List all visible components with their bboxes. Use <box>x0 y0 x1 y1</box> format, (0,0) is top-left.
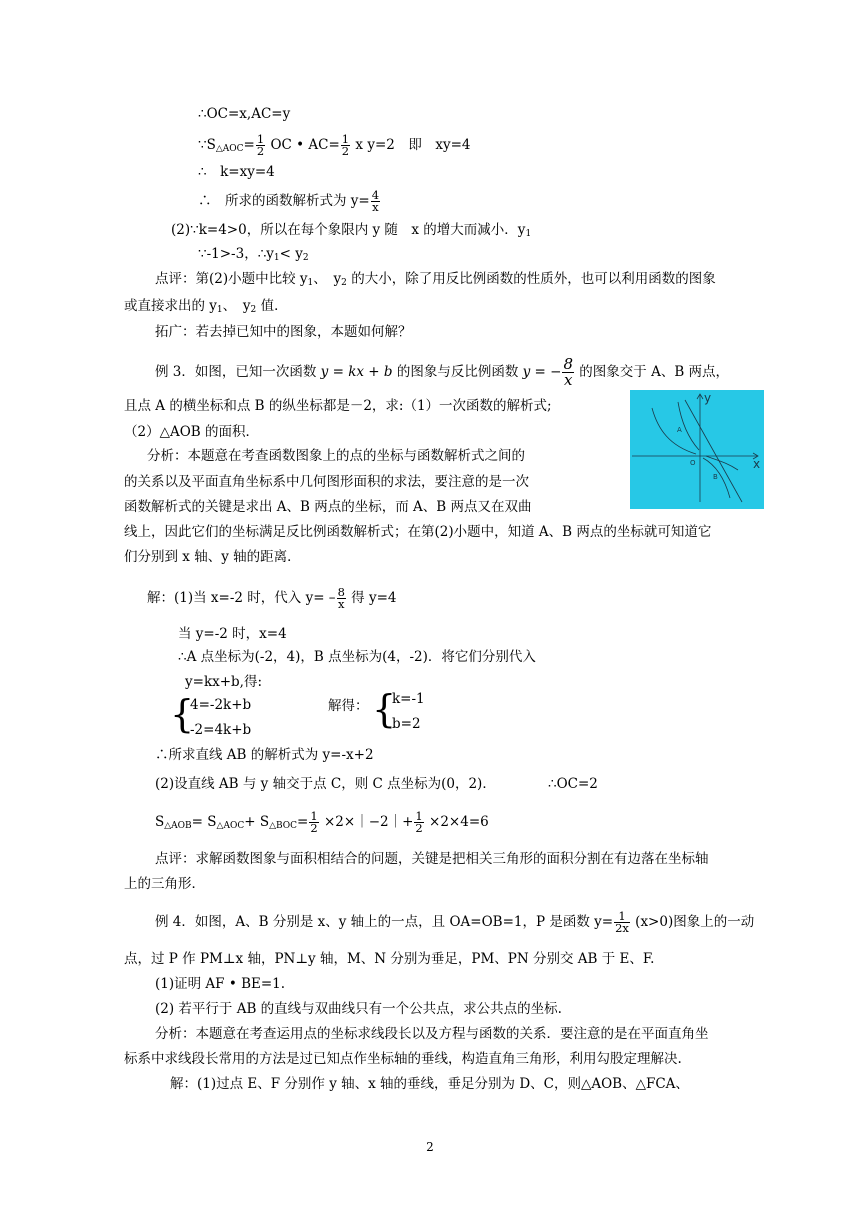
text-line: ∴A 点坐标为(-2，4)，B 点坐标为(4，-2)．将它们分别代入 <box>178 649 536 665</box>
hyperbola-branch-left <box>652 408 696 454</box>
fraction: $\frac{1}{2}$ <box>256 132 265 158</box>
text-line: (2) 若平行于 AB 的直线与双曲线只有一个公共点，求公共点的坐标. <box>155 1001 562 1017</box>
left-brace: { <box>372 687 397 731</box>
text-line: y=kx+b,得: <box>185 674 263 690</box>
text-line: -2=4k+b <box>190 722 252 738</box>
fraction: $\frac{1}{2}$ <box>310 809 318 835</box>
text-line: 标系中求线段长常用的方法是过已知点作坐标轴的垂线，构造直角三角形，利用勾股定理解决. <box>124 1051 682 1067</box>
text-line: 点，过 P 作 PM⊥x 轴，PN⊥y 轴，M、N 分别为垂足，PM、PN 分别交 AB 于 E、F. <box>124 951 655 967</box>
text-line: 函数解析式的关键是求出 A、B 两点的坐标，而 A、B 两点又在双曲 <box>124 499 532 515</box>
point-a-label: A <box>677 426 682 434</box>
line-ab <box>685 400 742 502</box>
left-brace: { <box>170 692 195 736</box>
text-line: ∴ 所求的函数解析式为 y= $\frac{4}{x}$ <box>198 188 380 214</box>
y-axis-label: y <box>704 391 712 405</box>
text-line: k=-1 <box>392 691 425 707</box>
text-line: 解：(1)当 x=-2 时，代入 y= – $\frac{8}{x}$ 得 y=4 <box>147 585 397 611</box>
graph-svg <box>630 390 764 509</box>
fraction: $\frac{1}{2x}$ <box>615 909 629 935</box>
page-number: 2 <box>426 1140 434 1154</box>
text-line: 拓广：若去掉已知中的图象，本题如何解？ <box>155 324 412 340</box>
fraction: $\frac{8}{x}$ <box>337 585 345 611</box>
text-line: 且点 A 的横坐标和点 B 的纵坐标都是－2，求:（1）一次函数的解析式; <box>124 398 552 414</box>
text-line: ∵-1>-3，$\therefore y_1< y_2$ <box>198 246 309 263</box>
text-line: (1)证明 AF • BE=1. <box>155 976 286 992</box>
text-line: (2)∵k=4>0，所以在每个象限内 y 随 x 的增大而减小．$y_1$ <box>171 222 532 239</box>
fraction: $\frac{4}{x}$ <box>371 188 380 214</box>
x-axis-label: x <box>753 457 761 471</box>
text-line: ∴所求直线 AB 的解析式为 y=-x+2 <box>155 747 374 763</box>
text-line: 解得： <box>328 698 369 714</box>
text-line: $S_{\triangle AOB}= S_{\triangle AOC}+ S_{\triangle BOC}=$ $\frac{1}{2}$ ×2×｜−2｜+ $\frac{1}{2}$ ×2×4=6 <box>155 809 489 835</box>
text-line: 线上，因此它们的坐标满足反比例函数解析式；在第(2)小题中，知道 A、B 两点的坐标就可知道它 <box>124 524 712 540</box>
text-line: 例 4．如图，A、B 分别是 x、y 轴上的一点，且 OA=OB=1，P 是函数 y= $\frac{1}{2x}$ (x>0)图象上的一动 <box>155 909 755 935</box>
text-line: ∴OC=x,AC=y <box>198 106 291 122</box>
point-b-label: B <box>713 473 718 481</box>
text-line: 解：(1)过点 E、F 分别作 y 轴、x 轴的垂线，垂足分别为 D、C，则△AOB、△FCA、 <box>170 1076 689 1092</box>
text-line: ∴OC=2 <box>548 776 598 792</box>
text-line: 点评：求解函数图象与面积相结合的问题，关键是把相关三角形的面积分割在有边落在坐标轴 <box>155 851 709 867</box>
text-line: 们分别到 x 轴、y 轴的距离． <box>124 549 301 565</box>
text-line: 当 y=-2 时，x=4 <box>178 626 287 642</box>
text-line: ∴ k=xy=4 <box>198 164 275 180</box>
graph-figure <box>630 390 764 509</box>
text-line: 4=-2k+b <box>190 697 252 713</box>
origin-label: O <box>690 459 696 467</box>
text-line: 或直接求出的 $y_1$、 $y_2$ 值． <box>124 298 288 315</box>
fraction: $\frac{8}{x}$ <box>563 355 574 389</box>
text-line: （2）△AOB 的面积． <box>124 424 259 440</box>
text-line: 点评：第(2)小题中比较 $y_1$、 $y_2$ 的大小，除了用反比例函数的性质外，也可以利用函数的图象 <box>155 271 716 288</box>
text-line: (2)设直线 AB 与 y 轴交于点 C，则 C 点坐标为(0，2)． <box>155 776 496 792</box>
text-line: 分析：本题意在考查运用点的坐标求线段长以及方程与函数的关系．要注意的是在平面直角坐 <box>155 1026 709 1042</box>
text-line: 的关系以及平面直角坐标系中几何图形面积的求法，要注意的是一次 <box>124 474 529 490</box>
text-line: 上的三角形． <box>124 876 205 892</box>
text-line: b=2 <box>392 716 421 732</box>
text-line: $\because S_{\triangle AOC}=$ $\frac{1}{2}$ OC • AC= $\frac{1}{2}$ x y=2 即 xy=4 <box>198 132 471 158</box>
fraction: $\frac{1}{2}$ <box>341 132 350 158</box>
text-line: 分析：本题意在考查函数图象上的点的坐标与函数解析式之间的 <box>147 448 525 464</box>
fraction: $\frac{1}{2}$ <box>415 809 423 835</box>
text-line: 例 3．如图，已知一次函数 y = kx + b 的图象与反比例函数 y = − $\frac{8}{x}$ 的图象交于 A、B 两点， <box>155 355 730 389</box>
